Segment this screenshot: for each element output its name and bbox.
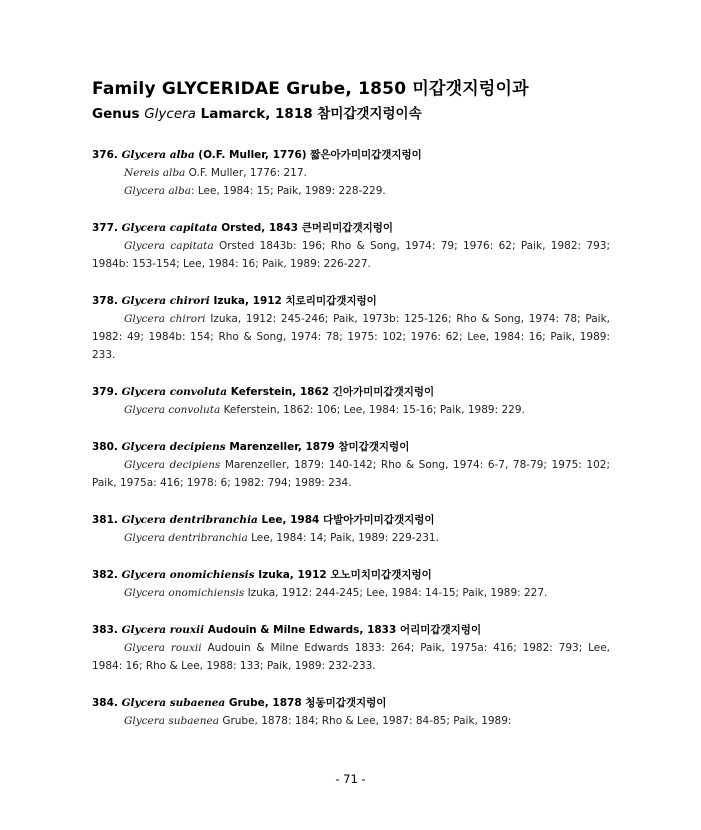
species-authority: Marenzeller, 1879 참미갑갯지렁이	[229, 441, 410, 453]
entry-number: 380.	[92, 441, 118, 453]
genus-heading	[92, 104, 610, 124]
synonym-name: Glycera convoluta	[124, 404, 221, 416]
species-authority: Grube, 1878 청동미갑갯지렁이	[228, 697, 387, 709]
synonym-line	[92, 584, 610, 602]
entry-number: 378.	[92, 295, 118, 307]
synonym-reference: Keferstein, 1862: 106; Lee, 1984: 15-16; Paik, 1989: 229.	[223, 404, 525, 416]
species-heading	[92, 694, 610, 712]
species-entry	[92, 511, 610, 547]
species-entry	[92, 292, 610, 364]
page-content	[92, 78, 610, 749]
synonym-reference: Izuka, 1912: 244-245; Lee, 1984: 14-15; Paik, 1989: 227.	[247, 587, 548, 599]
species-heading	[92, 292, 610, 310]
species-authority: Lee, 1984 다발아가미미갑갯지렁이	[261, 514, 435, 526]
synonym-line	[92, 401, 610, 419]
entry-number: 379.	[92, 386, 118, 398]
synonym-line	[92, 182, 610, 200]
entry-number: 383.	[92, 624, 118, 636]
species-name: Glycera convoluta	[121, 386, 228, 398]
species-heading	[92, 621, 610, 639]
synonym-line	[92, 456, 610, 492]
page-number: - 71 -	[335, 772, 366, 786]
species-entry	[92, 694, 610, 730]
synonym-name: Glycera rouxii	[124, 642, 202, 654]
synonym-line	[92, 712, 610, 730]
synonym-reference: Marenzeller, 1879: 140-142; Rho & Song, 1974: 6-7, 78-79; 1975: 102; Paik, 1975a: 416; 1978: 6; 1982: 794; 1989: 234.	[92, 459, 610, 489]
species-heading	[92, 219, 610, 237]
species-name: Glycera dentribranchia	[121, 514, 258, 526]
synonym-name: Glycera subaenea	[124, 715, 219, 727]
species-heading	[92, 383, 610, 401]
entry-number: 382.	[92, 569, 118, 581]
species-name: Glycera decipiens	[121, 441, 226, 453]
synonym-reference: : Lee, 1984: 15; Paik, 1989: 228-229.	[191, 185, 386, 197]
species-heading	[92, 438, 610, 456]
species-authority: Audouin & Milne Edwards, 1833 어리미갑갯지렁이	[207, 624, 482, 636]
species-entry	[92, 219, 610, 273]
species-entry	[92, 566, 610, 602]
family-heading: Family GLYCERIDAE Grube, 1850 미갑갯지렁이과	[92, 79, 529, 99]
species-authority: Orsted, 1843 큰머리미갑갯지렁이	[221, 222, 394, 234]
species-name: Glycera chirori	[121, 295, 210, 307]
species-name: Glycera rouxii	[121, 624, 205, 636]
synonym-name: Glycera dentribranchia	[124, 532, 248, 544]
synonym-line	[92, 237, 610, 273]
genus-authority: Lamarck, 1818 참미갑갯지렁이속	[200, 106, 422, 122]
species-name: Glycera onomichiensis	[121, 569, 255, 581]
entry-number: 377.	[92, 222, 118, 234]
synonym-name: Glycera onomichiensis	[124, 587, 245, 599]
synonym-name: Nereis alba	[124, 167, 186, 179]
species-name: Glycera alba	[121, 149, 195, 161]
species-heading	[92, 566, 610, 584]
species-authority: Izuka, 1912 오노미치미갑갯지렁이	[258, 569, 432, 581]
entry-number: 376.	[92, 149, 118, 161]
synonym-line	[92, 164, 610, 182]
synonym-name: Glycera chirori	[124, 313, 206, 325]
synonym-line	[92, 310, 610, 364]
species-heading	[92, 511, 610, 529]
genus-name: Glycera	[144, 106, 196, 122]
synonym-name: Glycera capitata	[124, 240, 214, 252]
species-entry	[92, 621, 610, 675]
synonym-name: Glycera decipiens	[124, 459, 221, 471]
entry-number: 381.	[92, 514, 118, 526]
entry-number: 384.	[92, 697, 118, 709]
synonym-reference: Lee, 1984: 14; Paik, 1989: 229-231.	[251, 532, 439, 544]
species-entry	[92, 383, 610, 419]
species-entry	[92, 438, 610, 492]
synonym-line	[92, 529, 610, 547]
species-list	[92, 146, 610, 730]
species-heading	[92, 146, 610, 164]
synonym-reference: Grube, 1878: 184; Rho & Lee, 1987: 84-85; Paik, 1989:	[222, 715, 512, 727]
species-authority: Keferstein, 1862 긴아가미미갑갯지렁이	[230, 386, 435, 398]
species-entry	[92, 146, 610, 200]
synonym-line	[92, 639, 610, 675]
species-authority: Izuka, 1912 치로리미갑갯지렁이	[213, 295, 377, 307]
synonym-name: Glycera alba	[124, 185, 191, 197]
species-name: Glycera subaenea	[121, 697, 226, 709]
synonym-reference: O.F. Muller, 1776: 217.	[188, 167, 307, 179]
species-name: Glycera capitata	[121, 222, 218, 234]
synonym-reference: Orsted 1843b: 196; Rho & Song, 1974: 79; 1976: 62; Paik, 1982: 793; 1984b: 153-154; Lee, 1984: 16; Paik, 1989: 226-227.	[92, 240, 610, 270]
synonym-reference: Audouin & Milne Edwards 1833: 264; Paik, 1975a: 416; 1982: 793; Lee, 1984: 16; Rho & Lee, 1988: 133; Paik, 1989: 232-233.	[92, 642, 610, 672]
synonym-reference: Izuka, 1912: 245-246; Paik, 1973b: 125-126; Rho & Song, 1974: 78; Paik, 1982: 49; 1984b: 154; Rho & Song, 1974: 78; 1975: 102; 1976: 62; Lee, 1984: 16; Paik, 1989: 233.	[92, 313, 611, 361]
species-authority: (O.F. Muller, 1776) 짧은아가미미갑갯지렁이	[198, 149, 422, 161]
genus-prefix: Genus	[92, 106, 140, 122]
